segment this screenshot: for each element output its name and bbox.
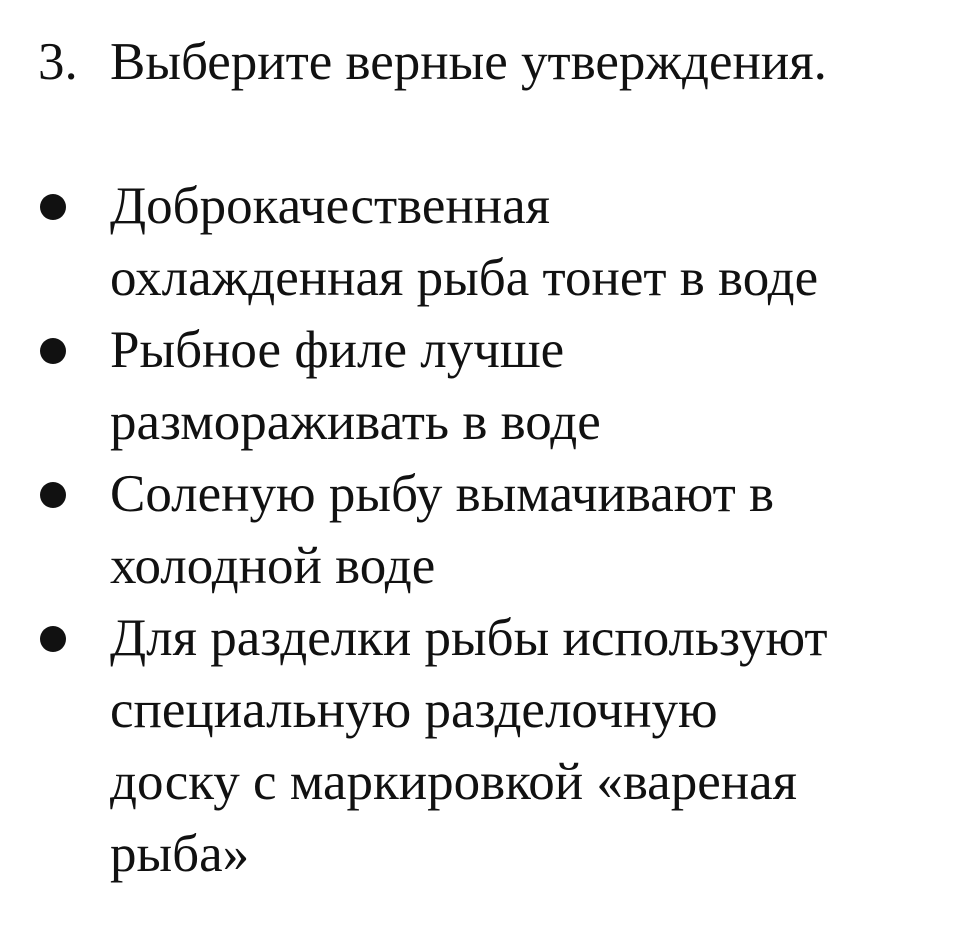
option-text-line: Для разделки рыбы используют <box>110 609 828 667</box>
option-text-line: охлажденная рыба тонет в воде <box>110 249 819 307</box>
option-text-line: рыба» <box>110 825 250 883</box>
option-item-1[interactable] <box>0 170 880 314</box>
option-text-line: размораживать в воде <box>110 393 601 451</box>
option-text-line: Соленую рыбу вымачивают в <box>110 465 775 523</box>
question-number: 3. <box>38 33 78 91</box>
bullet-icon <box>40 194 66 220</box>
option-item-2[interactable] <box>0 314 880 458</box>
answer-options-list <box>0 170 972 890</box>
question-text: Выберите верные утверждения. <box>110 33 827 91</box>
question-heading <box>38 26 958 98</box>
option-text-line: доску с маркировкой «вареная <box>110 753 797 811</box>
bullet-icon <box>40 482 66 508</box>
option-text-line: специальную разделочную <box>110 681 718 739</box>
bullet-icon <box>40 626 66 652</box>
bullet-icon <box>40 338 66 364</box>
option-text-line: Доброкачественная <box>110 177 551 235</box>
option-item-4[interactable] <box>0 602 880 890</box>
option-text-line: Рыбное филе лучше <box>110 321 565 379</box>
option-text-line: холодной воде <box>110 537 436 595</box>
option-item-3[interactable] <box>0 458 880 602</box>
